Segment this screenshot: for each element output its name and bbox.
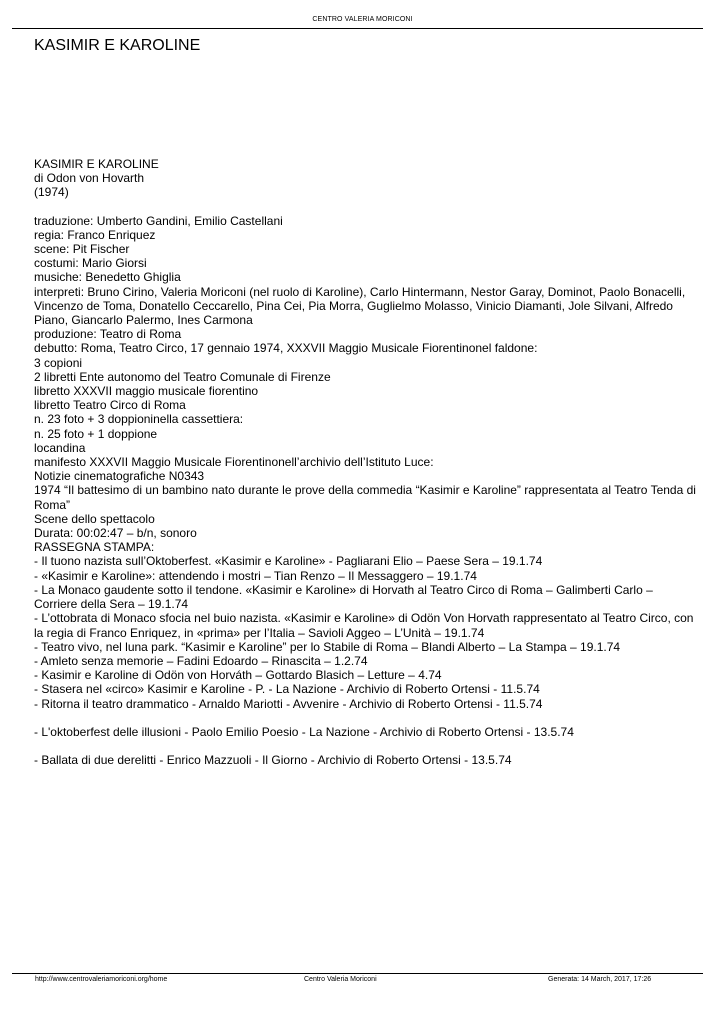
spacer bbox=[34, 200, 696, 214]
detail-line: manifesto XXXVII Maggio Musicale Fiorentinonell’archivio dell’Istituto Luce: bbox=[34, 455, 434, 470]
press-item: - L'oktoberfest delle illusioni - Paolo Emilio Poesio - La Nazione - Archivio di Roberto Ortensi - 13.5.74 bbox=[34, 724, 574, 739]
intro-block bbox=[34, 157, 696, 200]
page-title: KASIMIR E KAROLINE bbox=[34, 37, 201, 54]
press-item: - Stasera nel «circo» Kasimir e Karoline - P. - La Nazione - Archivio di Roberto Ortensi - 11.5.74 bbox=[34, 682, 540, 697]
detail-line: debutto: Roma, Teatro Circo, 17 gennaio 1974, XXXVII Maggio Musicale Fiorentinonel faldone: bbox=[34, 341, 538, 356]
detail-line: locandina bbox=[34, 440, 86, 455]
footer-generated-date: Generata: 14 March, 2017, 17:26 bbox=[548, 976, 652, 983]
press-item: - Teatro vivo, nel luna park. “Kasimir e Karoline” per lo Stabile di Roma – Blandi Alberto – La Stampa – 19.1.74 bbox=[34, 639, 621, 654]
detail-line: 1974 “Il battesimo di un bambino nato durante le prove della commedia “Kasimir e Karoline” rappresentata al Teatro Tenda di Roma” bbox=[34, 483, 696, 512]
detail-line: Scene dello spettacolo bbox=[34, 511, 155, 526]
detail-line: costumi: Mario Giorsi bbox=[34, 256, 147, 271]
detail-line: musiche: Benedetto Ghiglia bbox=[34, 270, 181, 285]
detail-line: Durata: 00:02:47 – b/n, sonoro bbox=[34, 526, 197, 541]
details-block bbox=[34, 214, 696, 555]
press-item: - La Monaco gaudente sotto il tendone. «Kasimir e Karoline» di Horvath al Teatro Circo di Roma – Galimberti Carlo – Corriere della Sera – 19.1.74 bbox=[34, 582, 653, 612]
intro-line: KASIMIR E KAROLINE bbox=[34, 157, 159, 171]
detail-line: libretto XXXVII maggio musicale fiorentino bbox=[34, 384, 259, 399]
detail-line: 3 copioni bbox=[34, 355, 83, 370]
header-site-label: CENTRO VALERIA MORICONI bbox=[312, 16, 413, 23]
detail-line: libretto Teatro Circo di Roma bbox=[34, 398, 186, 413]
press-item: - Ritorna il teatro drammatico - Arnaldo Mariotti - Avvenire - Archivio di Roberto Ortensi - 11.5.74 bbox=[34, 696, 543, 711]
press-item: - Ballata di due derelitti - Enrico Mazzuoli - Il Giorno - Archivio di Roberto Ortensi - 13.5.74 bbox=[34, 752, 512, 767]
press-item: - L’ottobrata di Monaco sfocia nel buio nazista. «Kasimir e Karoline» di Odön Von Horvath rappresentato al Teatro Circo, con la regia di Franco Enriquez, in «prima» per l’Italia – Savioli Aggeo – L’Unità – 19.1.74 bbox=[34, 611, 694, 640]
intro-line: (1974) bbox=[34, 185, 69, 200]
detail-line: scene: Pit Fischer bbox=[34, 242, 130, 257]
footer-divider bbox=[12, 973, 703, 974]
press-item: - «Kasimir e Karoline»: attendendo i mostri – Tian Renzo – Il Messaggero – 19.1.74 bbox=[34, 568, 477, 583]
intro-line: di Odon von Hovarth bbox=[34, 171, 145, 186]
detail-line: 2 libretti Ente autonomo del Teatro Comunale di Firenze bbox=[34, 369, 331, 384]
spacer bbox=[34, 739, 696, 753]
press-item: - Il tuono nazista sull’Oktoberfest. «Kasimir e Karoline» - Pagliarani Elio – Paese Sera – 19.1.74 bbox=[34, 554, 543, 569]
detail-line: n. 23 foto + 3 doppioninella cassettiera: bbox=[34, 412, 244, 427]
detail-line: produzione: Teatro di Roma bbox=[34, 327, 182, 342]
detail-line: interpreti: Bruno Cirino, Valeria Moriconi (nel ruolo di Karoline), Carlo Hintermann, Nestor Garay, Dominot, Paolo Bonacelli, Vincenzo de Toma, Donatello Ceccarello, Pina Cei, Pia Morra, Guglielmo Molasso, Vinicio Diamanti, Jole Silvani, Alfredo Piano, Giancarlo Palermo, Ines Carmona bbox=[34, 284, 686, 328]
press-list bbox=[34, 554, 696, 710]
detail-line: traduzione: Umberto Gandini, Emilio Castellani bbox=[34, 213, 283, 228]
footer-site-name: Centro Valeria Moriconi bbox=[304, 976, 377, 983]
spacer bbox=[34, 711, 696, 725]
footer-url-link[interactable]: http://www.centrovaleriamoriconi.org/home bbox=[35, 976, 168, 983]
press-item: - Kasimir e Karoline di Odön von Horváth – Gottardo Blasich – Letture – 4.74 bbox=[34, 668, 442, 683]
detail-line: RASSEGNA STAMPA: bbox=[34, 540, 155, 555]
detail-line: Notizie cinematografiche N0343 bbox=[34, 469, 205, 484]
press-item: - Amleto senza memorie – Fadini Edoardo – Rinascita – 1.2.74 bbox=[34, 653, 368, 668]
document-body bbox=[34, 157, 696, 767]
detail-line: n. 25 foto + 1 doppione bbox=[34, 426, 158, 441]
detail-line: regia: Franco Enriquez bbox=[34, 227, 156, 242]
header-divider bbox=[12, 28, 703, 29]
